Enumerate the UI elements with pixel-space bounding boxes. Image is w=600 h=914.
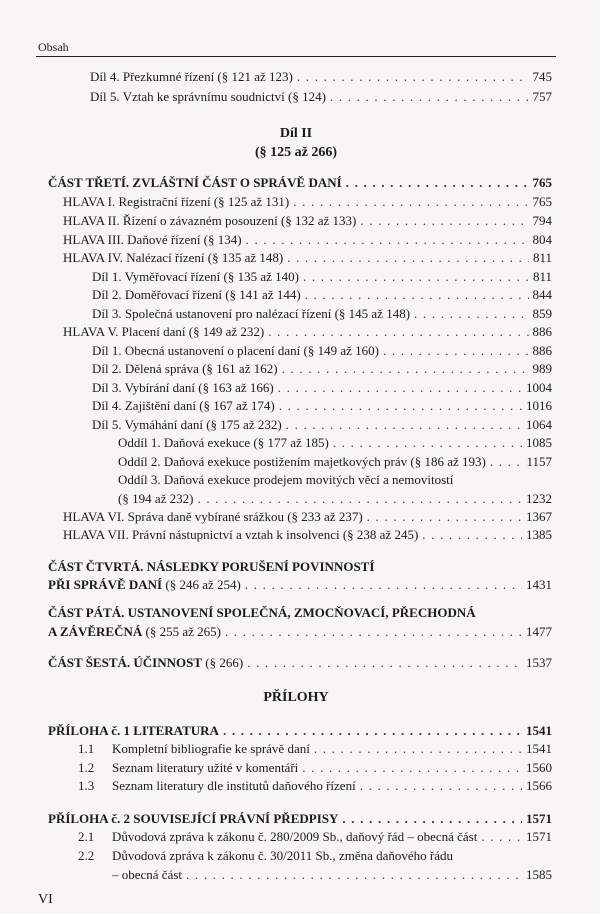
part-heading-range: (§ 125 až 266)	[254, 145, 338, 160]
header-rule	[36, 56, 556, 57]
toc-entry[interactable]: HLAVA VII. Právní nástupnictví a vztah k insolvenci (§ 238 až 245) . . . 1385	[63, 526, 552, 544]
toc-annex-item[interactable]: – obecná část . . . 1585	[112, 866, 552, 884]
toc-part-heading-line1: ČÁST PÁTÁ. USTANOVENÍ SPOLEČNÁ, ZMOCŇOVACÍ, PŘECHODNÁ	[48, 605, 476, 620]
toc-entry[interactable]: Díl 3. Společná ustanovení pro nalézací řízení (§ 145 až 148) . . . 859	[92, 305, 552, 323]
toc-part-heading[interactable]: A ZÁVĚREČNÁ (§ 255 až 265) . . . 1477	[48, 623, 552, 641]
toc-entry[interactable]: HLAVA VI. Správa daně vybírané srážkou (§ 233 až 237) . . . 1367	[63, 508, 552, 526]
toc-entry[interactable]: HLAVA III. Daňové řízení (§ 134) . . . 804	[63, 231, 552, 249]
toc-entry[interactable]: Díl 5. Vymáhání daní (§ 175 až 232) . . . 1064	[92, 416, 552, 434]
toc-annex-item[interactable]: 1.2 Seznam literatury užité v komentáři . . . 1560	[78, 759, 552, 777]
running-header: Obsah	[38, 40, 69, 54]
toc-entry[interactable]: Díl 4. Zajištění daní (§ 167 až 174) . . . 1016	[92, 397, 552, 415]
toc-entry[interactable]: Díl 1. Obecná ustanovení o placení daní (§ 149 až 160) . . . 886	[92, 342, 552, 360]
annex-heading: PŘÍLOHY	[263, 690, 329, 705]
toc-annex-heading[interactable]: PŘÍLOHA č. 2 SOUVISEJÍCÍ PRÁVNÍ PŘEDPISY . . . 1571	[48, 810, 552, 828]
toc-part-heading[interactable]: ČÁST TŘETÍ. ZVLÁŠTNÍ ČÁST O SPRÁVĚ DANÍ . . . 765	[48, 174, 552, 192]
toc-part-heading[interactable]: ČÁST ŠESTÁ. ÚČINNOST (§ 266) . . . 1537	[48, 654, 552, 672]
toc-entry[interactable]: Díl 4. Přezkumné řízení (§ 121 až 123) . . . 745	[90, 68, 552, 86]
toc-part-heading-line1: ČÁST ČTVRTÁ. NÁSLEDKY PORUŠENÍ POVINNOSTÍ	[48, 559, 375, 574]
toc-entry[interactable]: HLAVA IV. Nalézací řízení (§ 135 až 148) . . . 811	[63, 249, 552, 267]
toc-annex-item[interactable]: 1.1 Kompletní bibliografie ke správě daní . . . 1541	[78, 740, 552, 758]
toc-entry[interactable]: Díl 5. Vztah ke správnímu soudnictví (§ 124) . . . 757	[90, 88, 552, 106]
toc-entry[interactable]: HLAVA I. Registrační řízení (§ 125 až 131) . . . 765	[63, 193, 552, 211]
toc-entry[interactable]: Díl 3. Vybírání daní (§ 163 až 166) . . . 1004	[92, 379, 552, 397]
page-number: VI	[38, 892, 53, 907]
toc-entry[interactable]: HLAVA V. Placení daní (§ 149 až 232) . . . 886	[63, 323, 552, 341]
toc-part-heading[interactable]: PŘI SPRÁVĚ DANÍ (§ 246 až 254) . . . 1431	[48, 576, 552, 594]
toc-entry[interactable]: (§ 194 až 232) . . . 1232	[118, 490, 552, 508]
toc-annex-item[interactable]: 2.1 Důvodová zpráva k zákonu č. 280/2009 Sb., daňový řád – obecná část . . . 1571	[78, 828, 552, 846]
toc-entry[interactable]: Díl 1. Vyměřovací řízení (§ 135 až 140) . . . 811	[92, 268, 552, 286]
toc-annex-item-line: 2.2 Důvodová zpráva k zákonu č. 30/2011 Sb., změna daňového řádu	[78, 848, 454, 863]
toc-entry-line: Oddíl 3. Daňová exekuce prodejem movitých věcí a nemovitostí	[118, 472, 454, 487]
toc-entry[interactable]: Oddíl 2. Daňová exekuce postižením majetkových práv (§ 186 až 193) . . . 1157	[118, 453, 552, 471]
toc-annex-item[interactable]: 1.3 Seznam literatury dle institutů daňového řízení . . . 1566	[78, 777, 552, 795]
toc-entry[interactable]: Oddíl 1. Daňová exekuce (§ 177 až 185) . . . 1085	[118, 434, 552, 452]
toc-entry[interactable]: Díl 2. Dělená správa (§ 161 až 162) . . . 989	[92, 360, 552, 378]
toc-entry[interactable]: Díl 2. Doměřovací řízení (§ 141 až 144) . . . 844	[92, 286, 552, 304]
toc-annex-heading[interactable]: PŘÍLOHA č. 1 LITERATURA . . . 1541	[48, 722, 552, 740]
toc-entry[interactable]: HLAVA II. Řízení o závazném posouzení (§ 132 až 133) . . . 794	[63, 212, 552, 230]
part-heading-title: Díl II	[279, 126, 313, 141]
